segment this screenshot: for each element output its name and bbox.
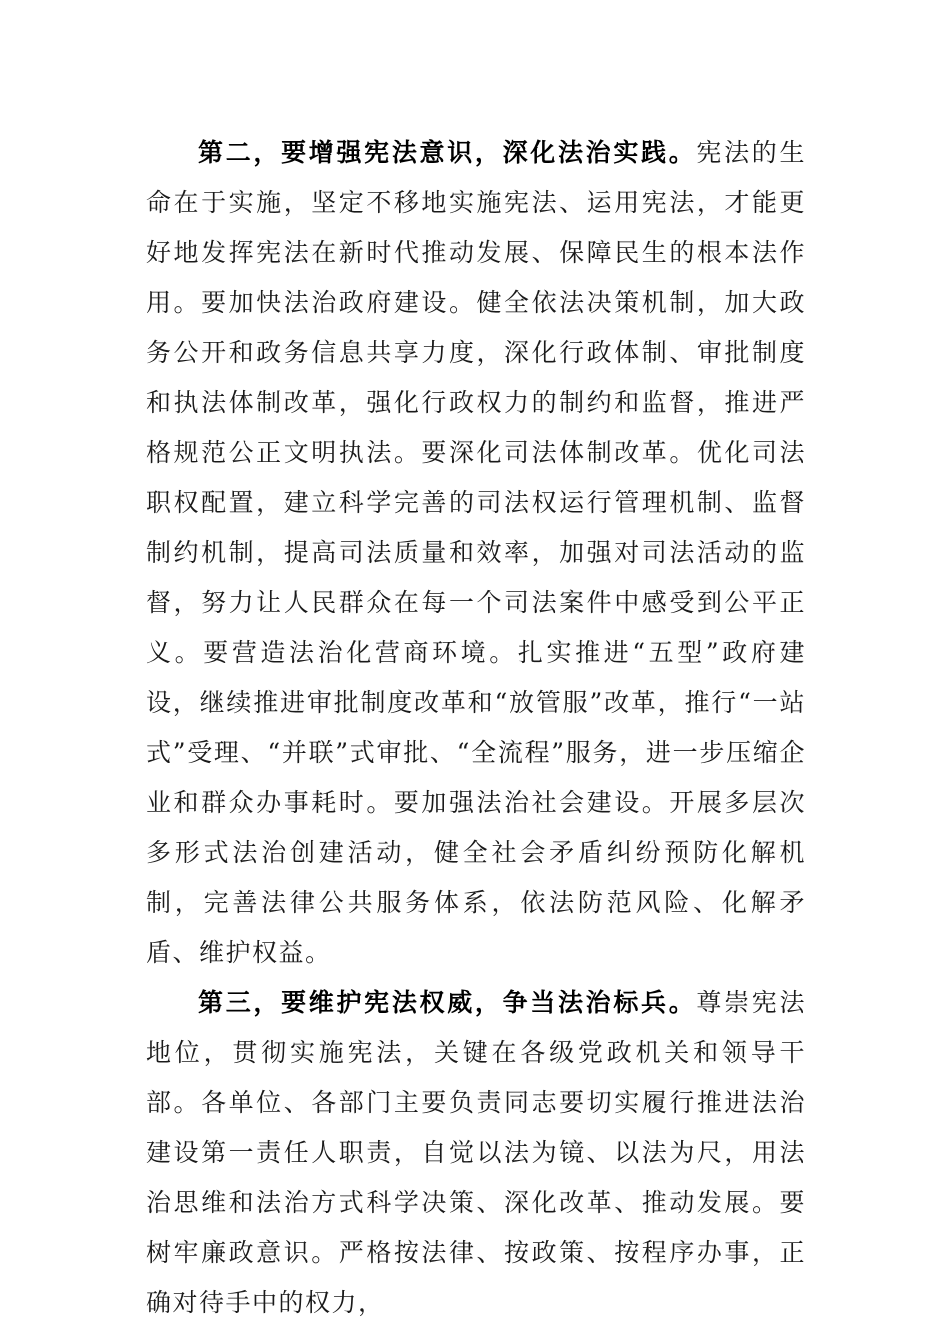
- paragraph-third: [146, 978, 806, 1328]
- paragraph-body-text: 尊崇宪法地位，贯彻实施宪法，关键在各级党政机关和领导干部。各单位、各部门主要负责同志要切实履行推进法治建设第一责任人职责，自觉以法为镜、以法为尺，用法治思维和法治方式科学决策、深化改革、推动发展。要树牢廉政意识。严格按法律、按政策、按程序办事，正确对待手中的权力，: [146, 988, 806, 1317]
- paragraph-lead-sentence: 第二，要增强宪法意识，深化法治实践。: [198, 138, 697, 167]
- paragraph-body-text: 宪法的生命在于实施，坚定不移地实施宪法、运用宪法，才能更好地发挥宪法在新时代推动发展、保障民生的根本法作用。要加快法治政府建设。健全依法决策机制，加大政务公开和政务信息共享力度，深化行政体制、审批制度和执法体制改革，强化行政权力的制约和监督，推进严格规范公正文明执法。要深化司法体制改革。优化司法职权配置，建立科学完善的司法权运行管理机制、监督制约机制，提高司法质量和效率，加强对司法活动的监督，努力让人民群众在每一个司法案件中感受到公平正义。要营造法治化营商环境。扎实推进“五型”政府建设，继续推进审批制度改革和“放管服”改革，推行“一站式”受理、“并联”式审批、“全流程”服务，进一步压缩企业和群众办事耗时。要加强法治社会建设。开展多层次多形式法治创建活动，健全社会矛盾纠纷预防化解机制，完善法律公共服务体系，依法防范风险、化解矛盾、维护权益。: [146, 138, 806, 967]
- paragraph-second: [146, 128, 806, 978]
- paragraph-lead-sentence: 第三，要维护宪法权威，争当法治标兵。: [198, 988, 697, 1017]
- document-body: [146, 128, 806, 1328]
